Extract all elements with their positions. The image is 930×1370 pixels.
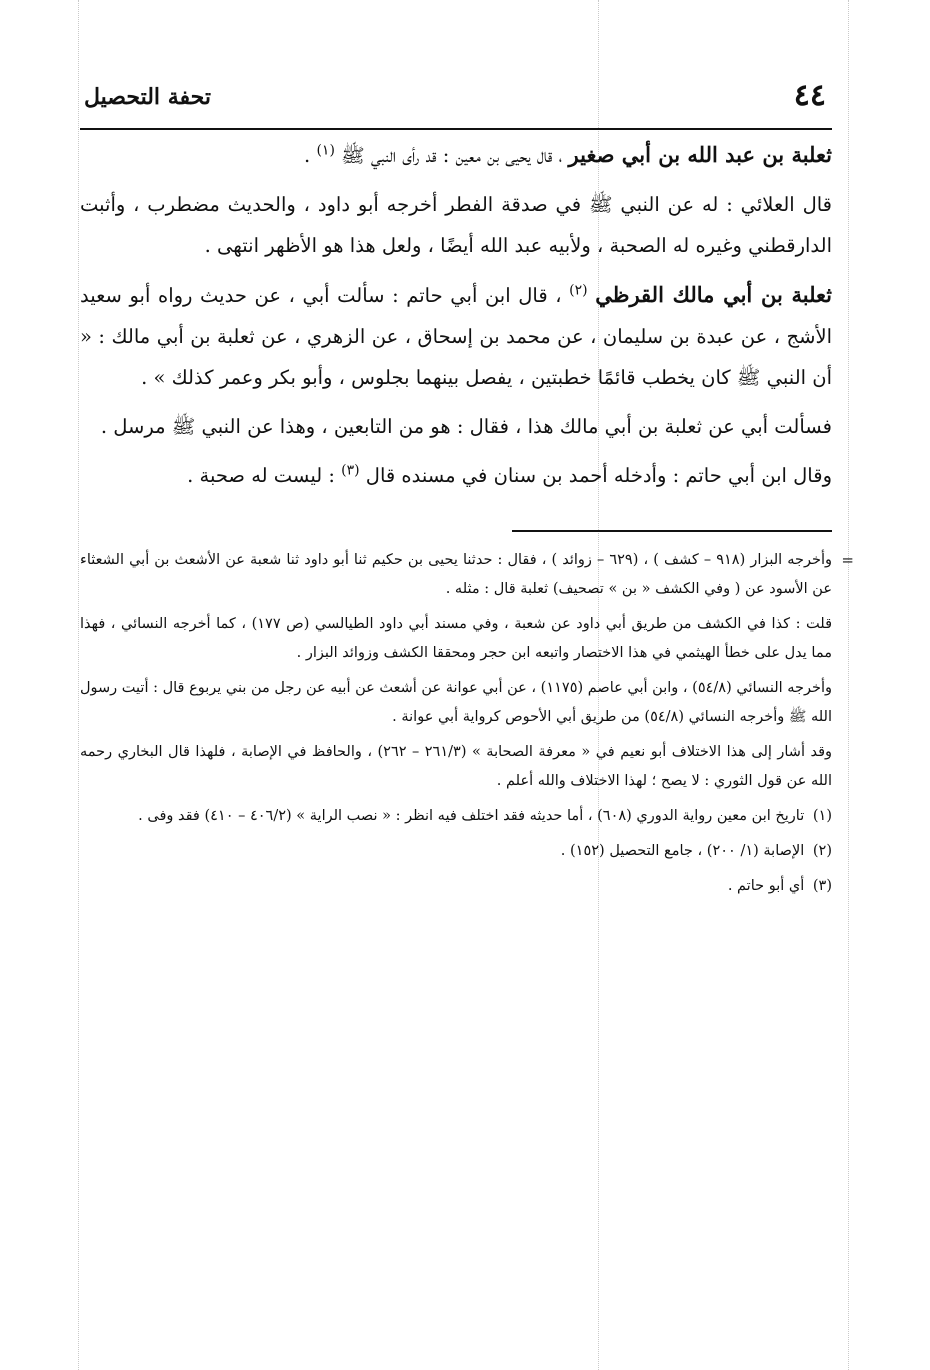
book-page bbox=[80, 70, 854, 907]
entry-end: . bbox=[304, 144, 311, 167]
footnotes bbox=[80, 546, 854, 901]
main-text bbox=[80, 134, 832, 496]
footnote-text: وأخرجه البزار (٩١٨ – كشف ) ، (٦٢٩ – زوائد ) ، فقال : حدثنا يحيى بن حكيم ثنا أبو داود ثنا شعبة عن الأشعث بن أبي الشعثاء عن الأسود عن ( وفي الكشف « بن » تصحيف) ثعلبة قال : مثله . bbox=[80, 552, 832, 597]
header-rule bbox=[80, 128, 832, 130]
page-number: ٤٤ bbox=[793, 78, 826, 113]
entry-name: ثعلبة بن أبي مالك القرظي bbox=[595, 282, 833, 307]
page-header bbox=[80, 70, 832, 118]
footnote-paragraph: قلت : كذا في الكشف من طريق أبي داود عن شعبة ، وفي مسند أبي داود الطيالسي (ص ١٧٧) ، كما أخرجه النسائي ، فهذا مما يدل على خطأ الهيثمي في هذا الاختصار واتبعه ابن حجر ومحققا الكشف وزوائد البزار . bbox=[80, 616, 832, 661]
footnote-paragraph: وأخرجه النسائي (٥٤/٨) ، وابن أبي عاصم (١١٧٥) ، عن أبي عوانة عن أشعث عن أبيه عن رجل من بني يربوع قال : أتيت رسول الله ﷺ وأخرجه النسائي (٥٤/٨) من طريق أبي الأحوص كرواية أبي عوانة . bbox=[80, 680, 833, 725]
entry-text: ، قال يحيى بن معين : قد رأى النبي ﷺ bbox=[341, 144, 569, 167]
footnote-ref-2: (٢) bbox=[569, 282, 588, 299]
running-title: تحفة التحصيل bbox=[84, 84, 211, 110]
footnote-ref-3: (٣) bbox=[341, 462, 360, 479]
footnote-text: أي أبو حاتم . bbox=[727, 878, 805, 894]
entry-thaalaba-ibn-abdullah bbox=[80, 134, 832, 176]
footnote-number: (٢) bbox=[812, 843, 832, 859]
footnote-ref-1: (١) bbox=[316, 142, 335, 159]
scan-guide-right bbox=[848, 0, 849, 1370]
scan-guide-left bbox=[78, 0, 79, 1370]
paragraph-question: فسألت أبي عن ثعلبة بن أبي مالك هذا ، فقال : هو من التابعين ، وهذا عن النبي ﷺ مرسل . bbox=[100, 415, 832, 438]
entry-thaalaba-ibn-abi-malik bbox=[80, 274, 832, 398]
footnote-paragraph: وقد أشار إلى هذا الاختلاف أبو نعيم في « معرفة الصحابة » (٢٦١/٣ – ٢٦٢) ، والحافظ في الإصابة ، فلهذا قال البخاري رحمه الله عن قول الثوري : لا يصح ؛ لهذا الاختلاف والله أعلم . bbox=[80, 744, 832, 789]
footnote-continuation bbox=[80, 546, 854, 604]
footnote-3 bbox=[80, 872, 832, 901]
paragraph-ibn-abi-hatim bbox=[80, 455, 832, 496]
paragraph-text-end: : ليست له صحبة . bbox=[187, 464, 342, 487]
paragraph-text: وقال ابن أبي حاتم : وأدخله أحمد بن سنان في مسنده قال bbox=[365, 464, 832, 487]
footnote-number: (١) bbox=[812, 808, 832, 824]
footnote-2 bbox=[80, 837, 832, 866]
entry-name: ثعلبة بن عبد الله بن أبي صغير bbox=[568, 142, 832, 167]
footnote-text: الإصابة (١/ ٢٠٠) ، جامع التحصيل (١٥٢) . bbox=[560, 843, 805, 859]
footnote-1 bbox=[80, 802, 832, 831]
continuation-mark: = bbox=[841, 551, 854, 569]
footnote-rule bbox=[512, 530, 832, 532]
footnote-number: (٣) bbox=[812, 878, 832, 894]
footnote-text: تاريخ ابن معين رواية الدوري (٦٠٨) ، أما حديثه فقد اختلف فيه انظر : « نصب الراية » (٤٠٦/٢ – ٤١٠) فقد وفى . bbox=[138, 808, 805, 824]
paragraph-alalai: قال العلائي : له عن النبي ﷺ في صدقة الفطر أخرجه أبو داود ، والحديث مضطرب ، وأثبت الدارقطني وغيره له الصحبة ، ولأبيه عبد الله أيضًا ، ولعل هذا هو الأظهر انتهى . bbox=[80, 193, 832, 257]
entry-text: ، قال ابن أبي حاتم : سألت أبي ، عن حديث رواه أبو سعيد الأشج ، عن عبدة بن سليمان ، عن محمد بن إسحاق ، عن الزهري ، عن ثعلبة بن أبي مالك : « أن النبي ﷺ كان يخطب قائمًا خطبتين ، يفصل بينهما بجلوس ، وأبو بكر وعمر كذلك » . bbox=[80, 284, 832, 389]
